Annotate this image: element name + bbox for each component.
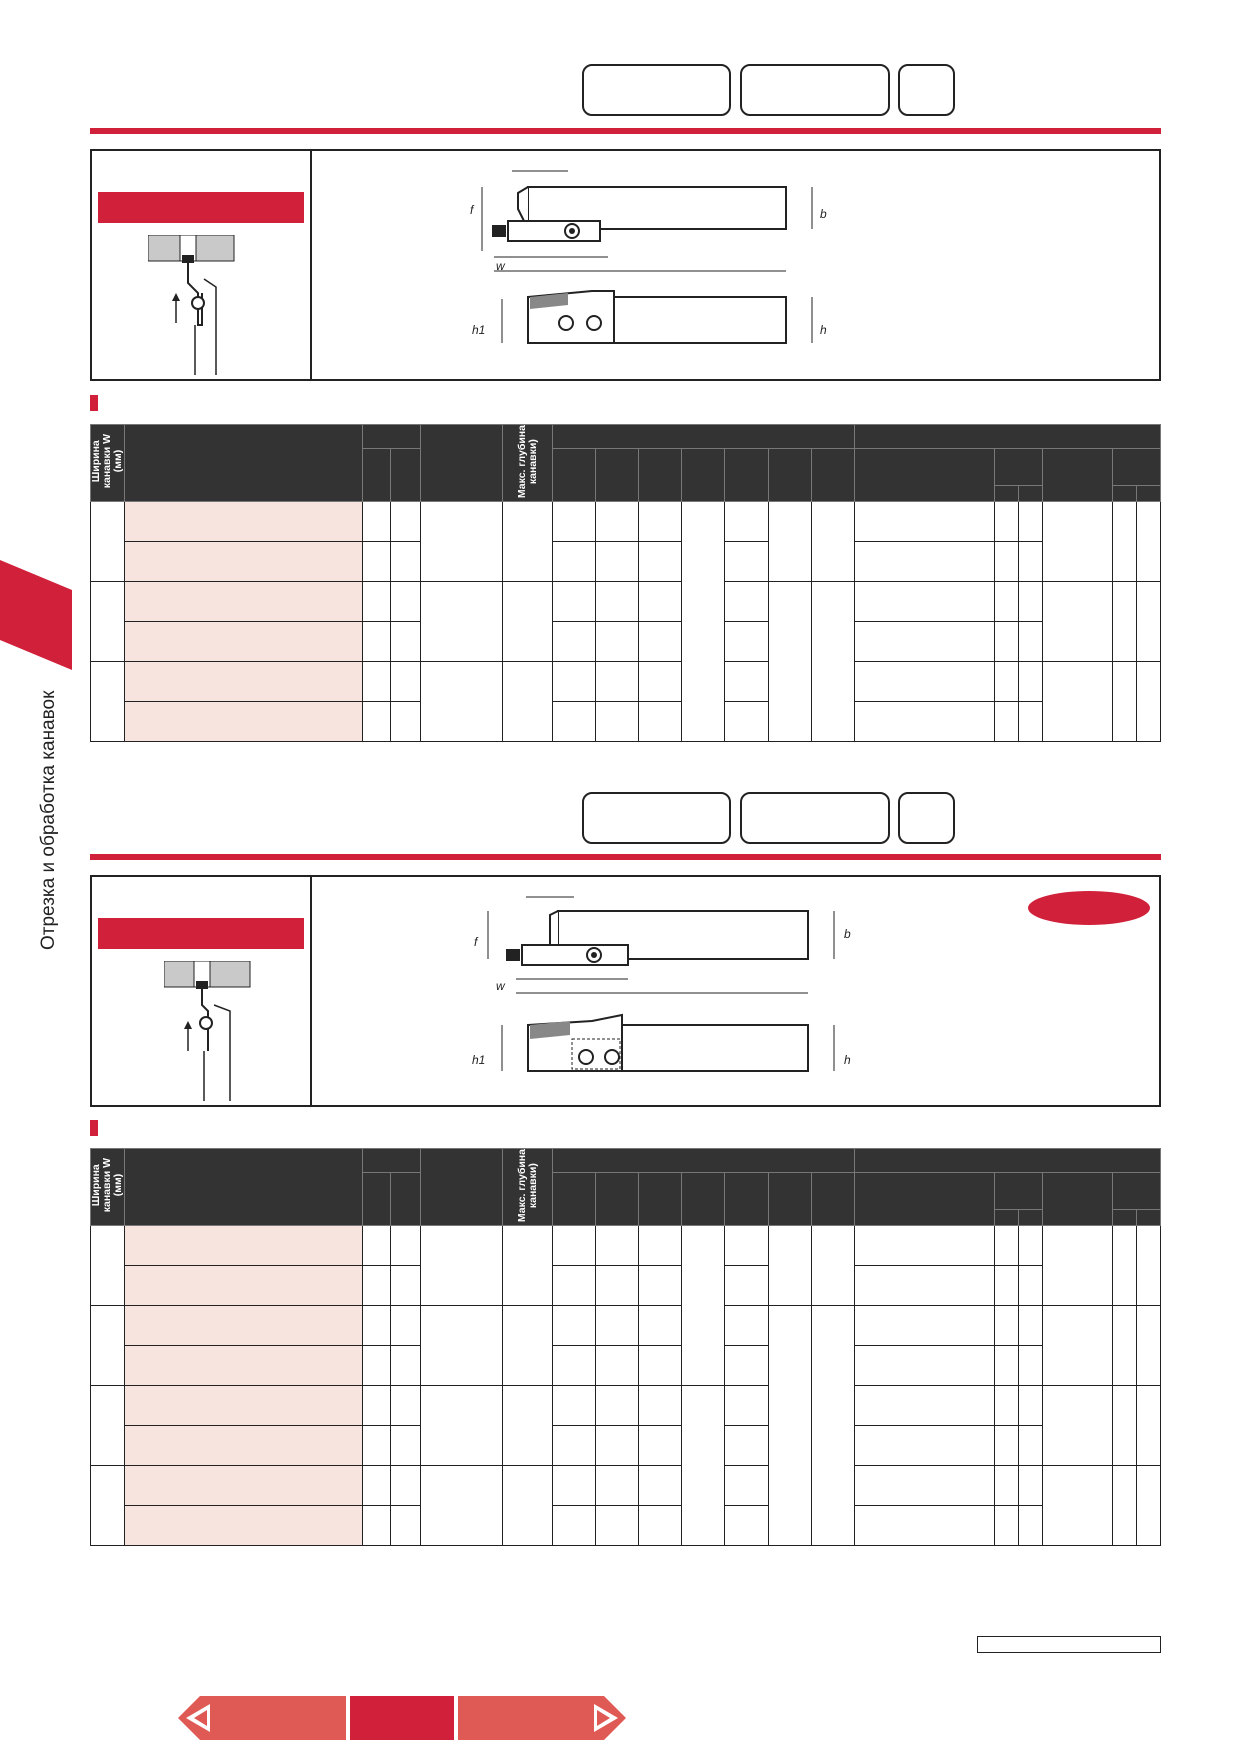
table-cell <box>125 622 363 662</box>
table-cell <box>363 502 391 542</box>
table-cell <box>363 542 391 582</box>
table-cell <box>421 662 503 742</box>
table-cell <box>994 1506 1018 1546</box>
table-cell <box>854 542 994 582</box>
col-insert <box>421 1149 503 1226</box>
table-cell <box>91 582 125 662</box>
table-cell <box>994 1226 1018 1266</box>
table-header-cell <box>1136 486 1160 502</box>
table-header-cell <box>1112 486 1136 502</box>
table-cell <box>363 1386 391 1426</box>
table-header-cell <box>994 1210 1018 1226</box>
table-cell <box>363 1266 391 1306</box>
table-cell <box>994 1346 1018 1386</box>
table-cell <box>725 1306 768 1346</box>
table-header-cell <box>639 449 682 502</box>
section-1-rule <box>90 128 1161 134</box>
col-stock <box>363 1149 421 1173</box>
table-cell <box>1018 502 1042 542</box>
col-groove-width: Ширина канавки W (мм) <box>91 425 125 502</box>
table-cell <box>994 1426 1018 1466</box>
table-cell <box>768 502 811 582</box>
dim-label-h: h <box>820 323 827 337</box>
table-cell <box>1042 1306 1112 1386</box>
spec-table-2 <box>90 1148 1161 1546</box>
col-spare-parts <box>854 425 1160 449</box>
table-cell <box>639 1346 682 1386</box>
table-cell <box>811 1226 854 1306</box>
table-cell <box>596 702 639 742</box>
table-cell <box>639 662 682 702</box>
section-2-rule <box>90 854 1161 860</box>
application-label-bar <box>98 918 304 949</box>
table-cell <box>391 542 421 582</box>
table-cell <box>1042 1226 1112 1306</box>
table-cell <box>854 1426 994 1466</box>
table-cell <box>639 702 682 742</box>
table-cell <box>725 622 768 662</box>
dim-label-f: f <box>470 203 474 217</box>
table-cell <box>1018 542 1042 582</box>
table-header-cell <box>596 449 639 502</box>
table-header-cell <box>1112 1210 1136 1226</box>
table-cell <box>391 1346 421 1386</box>
col-insert <box>421 425 503 502</box>
table-cell <box>391 1386 421 1426</box>
table-cell <box>854 622 994 662</box>
table-header-cell <box>1018 486 1042 502</box>
table-cell <box>725 502 768 542</box>
table-cell <box>1018 1306 1042 1346</box>
table-cell <box>994 1266 1018 1306</box>
table-cell <box>1136 1226 1160 1306</box>
table-cell <box>421 582 503 662</box>
table-row <box>91 1466 1161 1506</box>
table-cell <box>639 1306 682 1346</box>
table-cell <box>768 582 811 742</box>
table-cell <box>363 1346 391 1386</box>
table-cell <box>854 1466 994 1506</box>
table-row <box>91 1386 1161 1426</box>
table-cell <box>596 542 639 582</box>
table-cell <box>553 502 596 542</box>
table-cell <box>91 1226 125 1306</box>
grooving-application-icon <box>148 235 248 375</box>
table-header-cell <box>682 449 725 502</box>
table-row <box>91 1306 1161 1346</box>
table-cell <box>553 662 596 702</box>
table-cell <box>363 1426 391 1466</box>
table-cell <box>1112 1386 1136 1466</box>
table-cell <box>994 1466 1018 1506</box>
table-header-cell <box>1042 449 1112 502</box>
table-header-cell <box>596 1173 639 1226</box>
table-cell <box>553 1426 596 1466</box>
table-cell <box>553 542 596 582</box>
table-cell <box>1136 1306 1160 1386</box>
table-cell <box>391 622 421 662</box>
status-badge <box>1028 891 1150 925</box>
table-cell <box>553 1506 596 1546</box>
table-row <box>91 1506 1161 1546</box>
table-cell <box>596 1306 639 1346</box>
table-cell <box>596 582 639 622</box>
table-cell <box>725 1226 768 1266</box>
table-cell <box>639 502 682 542</box>
section-2-figure-panel <box>90 875 1161 1107</box>
table-cell <box>596 1346 639 1386</box>
table-cell <box>391 1266 421 1306</box>
table-cell <box>421 1226 503 1306</box>
table-cell <box>639 1466 682 1506</box>
table-cell <box>553 1346 596 1386</box>
table-cell <box>596 1226 639 1266</box>
table-cell <box>639 1506 682 1546</box>
next-page-button[interactable] <box>458 1696 626 1740</box>
table-cell <box>125 1506 363 1546</box>
table-cell <box>363 702 391 742</box>
col-groove-width: Ширина канавки W (мм) <box>91 1149 125 1226</box>
table-cell <box>854 1506 994 1546</box>
table-cell <box>994 1306 1018 1346</box>
table-cell <box>125 582 363 622</box>
table-cell <box>811 502 854 582</box>
tool-dimension-drawing <box>472 893 932 1093</box>
table-row <box>91 1346 1161 1386</box>
header-pill-1 <box>582 64 731 116</box>
table-cell <box>639 1426 682 1466</box>
table-cell <box>553 702 596 742</box>
table-row <box>91 1266 1161 1306</box>
table-row <box>91 582 1161 622</box>
table-cell <box>1018 662 1042 702</box>
table-cell <box>596 1266 639 1306</box>
table-header-cell <box>363 449 391 502</box>
table-cell <box>639 582 682 622</box>
col-designation <box>125 1149 363 1226</box>
table-cell <box>596 1386 639 1426</box>
table-cell <box>503 502 553 582</box>
table-cell <box>1112 502 1136 582</box>
table-cell <box>682 502 725 742</box>
table-cell <box>125 662 363 702</box>
table-cell <box>1018 1386 1042 1426</box>
table-cell <box>725 1506 768 1546</box>
table-cell <box>854 1346 994 1386</box>
table-cell <box>994 662 1018 702</box>
col-max-depth: Макс. глубина канавки) <box>503 1149 553 1226</box>
table-cell <box>1136 502 1160 582</box>
table-cell <box>596 502 639 542</box>
table-cell <box>1018 1426 1042 1466</box>
table-cell <box>1042 662 1112 742</box>
table-cell <box>125 702 363 742</box>
table-cell <box>391 702 421 742</box>
table-header-cell <box>994 449 1042 486</box>
table-cell <box>811 1306 854 1546</box>
side-tab-shape <box>0 560 72 670</box>
table-cell <box>91 662 125 742</box>
table-cell <box>391 1506 421 1546</box>
table-cell <box>503 1466 553 1546</box>
table-cell <box>854 1306 994 1346</box>
table-cell <box>553 622 596 662</box>
table-cell <box>1136 1386 1160 1466</box>
table-cell <box>854 582 994 622</box>
table-cell <box>1042 1466 1112 1546</box>
table-cell <box>125 1306 363 1346</box>
grooving-application-icon <box>164 961 264 1101</box>
table-cell <box>553 1466 596 1506</box>
table-cell <box>994 702 1018 742</box>
dim-label-h1: h1 <box>472 1053 486 1067</box>
table-cell <box>1136 662 1160 742</box>
table-cell <box>994 622 1018 662</box>
table-cell <box>1018 1506 1042 1546</box>
header-pill-6 <box>898 792 955 844</box>
table-cell <box>1018 582 1042 622</box>
table-row <box>91 662 1161 702</box>
table-cell <box>768 1226 811 1306</box>
table-cell <box>391 502 421 542</box>
table-header-cell <box>768 1173 811 1226</box>
table-header-cell <box>811 1173 854 1226</box>
table-cell <box>725 662 768 702</box>
table-cell <box>1042 582 1112 662</box>
table-cell <box>1112 582 1136 662</box>
table-cell <box>596 622 639 662</box>
table-header-cell <box>553 449 596 502</box>
table-cell <box>994 582 1018 622</box>
table-cell <box>391 1426 421 1466</box>
table-cell <box>725 542 768 582</box>
table-cell <box>125 1466 363 1506</box>
table-header-cell <box>363 1173 391 1226</box>
table-cell <box>503 662 553 742</box>
table-header-cell <box>553 1173 596 1226</box>
table-cell <box>596 1426 639 1466</box>
table-cell <box>725 702 768 742</box>
table-cell <box>363 622 391 662</box>
header-pill-4 <box>582 792 731 844</box>
application-label-bar <box>98 192 304 223</box>
table-cell <box>125 1266 363 1306</box>
table-cell <box>1136 1466 1160 1546</box>
table-header-cell <box>1112 449 1160 486</box>
col-spare-parts <box>854 1149 1160 1173</box>
tool-dimension-drawing <box>472 167 932 367</box>
table-cell <box>725 1466 768 1506</box>
dim-label-h1: h1 <box>472 323 486 337</box>
table-cell <box>994 1386 1018 1426</box>
table-cell <box>503 582 553 662</box>
table-header-cell <box>1136 1210 1160 1226</box>
table-cell <box>421 1386 503 1466</box>
section-1-figure-panel <box>90 149 1161 381</box>
table-cell <box>363 1506 391 1546</box>
table-cell <box>553 1386 596 1426</box>
dim-label-w: w <box>496 259 505 273</box>
col-max-depth: Макс. глубина канавки) <box>503 425 553 502</box>
table-cell <box>1018 1466 1042 1506</box>
table-cell <box>854 1266 994 1306</box>
col-designation <box>125 425 363 502</box>
col-stock <box>363 425 421 449</box>
table-cell <box>725 582 768 622</box>
table-cell <box>125 1346 363 1386</box>
dim-label-b: b <box>820 207 827 221</box>
table-cell <box>1018 702 1042 742</box>
table-cell <box>503 1306 553 1386</box>
dim-label-h: h <box>844 1053 851 1067</box>
table-cell <box>125 542 363 582</box>
table-header-cell <box>725 449 768 502</box>
col-dimensions <box>553 425 854 449</box>
table-cell <box>1136 582 1160 662</box>
table-cell <box>363 1306 391 1346</box>
dim-label-b: b <box>844 927 851 941</box>
table-cell <box>1018 1226 1042 1266</box>
table-cell <box>854 1386 994 1426</box>
table-cell <box>421 1466 503 1546</box>
table-row <box>91 502 1161 542</box>
table-cell <box>854 702 994 742</box>
table-cell <box>768 1306 811 1546</box>
table-cell <box>363 1226 391 1266</box>
table-cell <box>91 1306 125 1386</box>
table-cell <box>391 582 421 622</box>
table-cell <box>1042 502 1112 582</box>
table-cell <box>596 662 639 702</box>
table-header-cell <box>854 1173 994 1226</box>
current-page-button[interactable] <box>350 1696 454 1740</box>
table-header-cell <box>1112 1173 1160 1210</box>
table-header-cell <box>854 449 994 502</box>
table-header-cell <box>725 1173 768 1226</box>
table-header-cell <box>994 1173 1042 1210</box>
table-cell <box>725 1426 768 1466</box>
table-cell <box>91 502 125 582</box>
table-header-cell <box>391 449 421 502</box>
table-cell <box>639 1226 682 1266</box>
table-row <box>91 622 1161 662</box>
table-cell <box>639 542 682 582</box>
table-cell <box>1018 622 1042 662</box>
table-cell <box>421 502 503 582</box>
dim-label-w: w <box>496 979 505 993</box>
table-cell <box>682 1386 725 1546</box>
header-pill-3 <box>898 64 955 116</box>
table-cell <box>391 662 421 702</box>
table-header-cell <box>682 1173 725 1226</box>
table-row <box>91 1226 1161 1266</box>
section-1-heading-bullet <box>90 395 98 411</box>
table-cell <box>125 1426 363 1466</box>
prev-page-button[interactable] <box>178 1696 346 1740</box>
table-cell <box>639 1386 682 1426</box>
table-cell <box>994 502 1018 542</box>
table-cell <box>725 1386 768 1426</box>
table-cell <box>125 502 363 542</box>
table-cell <box>1042 1386 1112 1466</box>
table-cell <box>811 582 854 742</box>
dim-label-f: f <box>474 935 478 949</box>
table-cell <box>391 1226 421 1266</box>
side-tab-label: Отрезка и обработка канавок <box>38 690 59 950</box>
table-cell <box>391 1466 421 1506</box>
table-cell <box>725 1346 768 1386</box>
panel-divider <box>310 151 312 379</box>
table-cell <box>91 1386 125 1466</box>
table-header-cell <box>811 449 854 502</box>
table-cell <box>725 1266 768 1306</box>
table-cell <box>1018 1266 1042 1306</box>
table-cell <box>854 662 994 702</box>
col-dimensions <box>553 1149 854 1173</box>
table-cell <box>1112 1226 1136 1306</box>
table-cell <box>125 1386 363 1426</box>
table-header-cell <box>639 1173 682 1226</box>
table-row <box>91 1426 1161 1466</box>
table-header-cell <box>1018 1210 1042 1226</box>
table-header-cell <box>768 449 811 502</box>
table-cell <box>1112 662 1136 742</box>
table-header-cell <box>1042 1173 1112 1226</box>
table-cell <box>1112 1466 1136 1546</box>
table-cell <box>91 1466 125 1546</box>
table-cell <box>363 582 391 622</box>
table-cell <box>421 1306 503 1386</box>
table-cell <box>391 1306 421 1346</box>
table-cell <box>553 1306 596 1346</box>
table-cell <box>639 622 682 662</box>
table-cell <box>553 1266 596 1306</box>
table-row <box>91 702 1161 742</box>
table-cell <box>363 662 391 702</box>
table-cell <box>503 1386 553 1466</box>
table-cell <box>854 1226 994 1266</box>
header-pill-5 <box>740 792 890 844</box>
panel-divider <box>310 877 312 1105</box>
table-cell <box>854 502 994 542</box>
table-row <box>91 542 1161 582</box>
table-cell <box>1112 1306 1136 1386</box>
table-cell <box>639 1266 682 1306</box>
table-cell <box>553 582 596 622</box>
section-2-heading-bullet <box>90 1120 98 1136</box>
table-cell <box>503 1226 553 1306</box>
table-cell <box>994 542 1018 582</box>
table-header-cell <box>391 1173 421 1226</box>
table-cell <box>125 1226 363 1266</box>
table-cell <box>553 1226 596 1266</box>
table-cell <box>596 1466 639 1506</box>
table-cell <box>682 1226 725 1386</box>
page-number-box <box>977 1636 1161 1653</box>
table-header-cell <box>994 486 1018 502</box>
table-cell <box>596 1506 639 1546</box>
table-cell <box>363 1466 391 1506</box>
table-cell <box>1018 1346 1042 1386</box>
header-pill-2 <box>740 64 890 116</box>
spec-table-1 <box>90 424 1161 742</box>
